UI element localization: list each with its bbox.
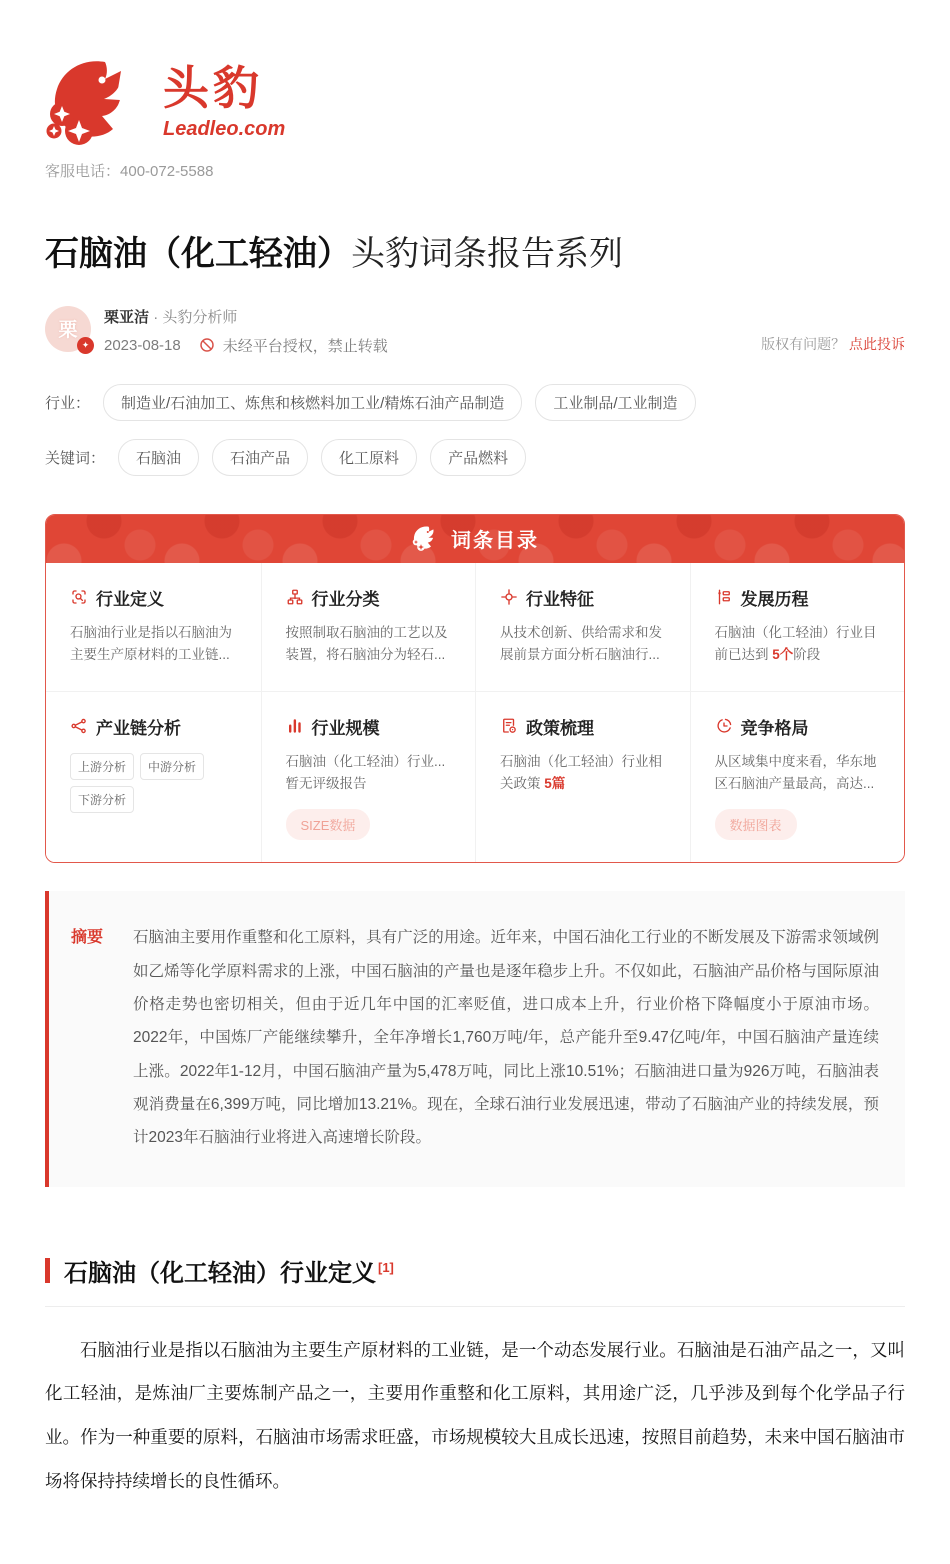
- avatar[interactable]: [45, 306, 91, 352]
- cell-desc: 从技术创新、供给需求和发展前景方面分析石脑油行...: [500, 624, 662, 663]
- abstract-text: 石脑油主要用作重整和化工原料，具有广泛的用途。近年来，中国石油化工行业的不断发展及下游需求领域例如乙烯等化学原料需求的上涨，中国石脑油的产量也是逐年稳步上升。不仅如此，石脑油产品价格与国际原油价格走势也密切相关，但由于近几年中国的汇率贬值，进口成本上升，行业价格下降幅度小于原油市场。2022年，中国炼厂产能继续攀升，全年净增长1,760万吨/年，总产能升至9.47亿吨/年，中国石脑油产量连续上涨。2022年1-12月，中国石脑油产量为5,478万吨，同比上涨10.51%；石脑油进口量为926万吨，石脑油表观消费量在6,399万吨，同比增加13.21%。现在，全球石油行业发展迅速，带动了石脑油产业的持续发展，预计2023年石脑油行业将进入高速增长阶段。: [133, 929, 879, 1147]
- author-separator: ·: [153, 308, 159, 326]
- avatar-char: 栗: [58, 320, 78, 341]
- cell-desc: [500, 751, 672, 797]
- keyword-tag[interactable]: 化工原料: [321, 439, 417, 476]
- section-marker-bar: [45, 1258, 50, 1283]
- service-phone-number: 400-072-5588: [120, 163, 214, 180]
- directory-card: [45, 514, 905, 864]
- size-data-badge[interactable]: SIZE数据: [286, 809, 371, 840]
- directory-cell-industry-definition[interactable]: [46, 563, 261, 691]
- chain-tag-downstream[interactable]: 下游分析: [70, 786, 134, 813]
- leadleo-leopard-white-icon: [411, 525, 441, 552]
- author-name[interactable]: 栗亚洁: [104, 308, 150, 326]
- brand-domain: Leadleo.com: [163, 117, 286, 140]
- classification-hierarchy-icon: [286, 588, 304, 606]
- cell-title: 行业特征: [526, 589, 594, 609]
- abstract-block: [45, 891, 905, 1186]
- cell-desc-line: 暂无评级报告: [285, 776, 367, 792]
- analyst-badge-icon: ✦: [77, 337, 94, 354]
- directory-cell-policy-review[interactable]: [475, 691, 690, 863]
- page-title-series: 头豹词条报告系列: [351, 235, 623, 273]
- brand-name: 头豹: [163, 62, 263, 115]
- definition-search-icon: [70, 588, 88, 606]
- cell-highlight: 5个: [772, 647, 794, 663]
- industry-row: [45, 384, 905, 421]
- section-title: [64, 1253, 394, 1288]
- chain-share-icon: [70, 717, 88, 735]
- features-target-icon: [500, 588, 518, 606]
- keyword-row: [45, 439, 905, 476]
- industry-tag[interactable]: 制造业/石油加工、炼焦和核燃料加工业/精炼石油产品制造: [103, 384, 522, 421]
- cell-desc: 按照制取石脑油的工艺以及装置，将石脑油分为轻石...: [285, 624, 448, 663]
- license-note: 未经平台授权，禁止转载: [222, 337, 388, 355]
- directory-header: [46, 515, 904, 563]
- cell-desc: [286, 751, 458, 797]
- directory-cell-industry-classification[interactable]: [261, 563, 476, 691]
- page-title-main: 石脑油（化工轻油）: [45, 235, 351, 273]
- abstract-label: 摘要: [71, 929, 104, 947]
- keyword-tag[interactable]: 石脑油: [118, 439, 199, 476]
- directory-cell-industry-scale[interactable]: [261, 691, 476, 863]
- definition-paragraph: 石脑油行业是指以石脑油为主要生产原材料的工业链，是一个动态发展行业。石脑油是石油产品之一，又叫化工轻油，是炼油厂主要炼制产品之一，主要用作重整和化工原料，其用途广泛，几乎涉及到每个化学品子行业。作为一种重要的原料，石脑油市场需求旺盛，市场规模较大且成长迅速，按照目前趋势，未来中国石脑油市场将保持持续增长的良性循环。: [45, 1339, 905, 1491]
- keyword-tag[interactable]: 石油产品: [212, 439, 308, 476]
- keyword-tag[interactable]: 产品燃料: [430, 439, 526, 476]
- section-heading: [45, 1253, 905, 1288]
- brand-header[interactable]: [45, 58, 905, 146]
- cell-title: 政策梳理: [526, 718, 594, 738]
- directory-cell-development-history[interactable]: [690, 563, 905, 691]
- cell-title: 行业定义: [96, 589, 164, 609]
- directory-cell-industry-chain[interactable]: [46, 691, 261, 863]
- copyright-question: 版权有问题？: [761, 335, 846, 352]
- cell-desc-text: 石脑油（化工轻油）行业目前已达到: [714, 624, 877, 663]
- data-chart-badge[interactable]: 数据图表: [715, 809, 797, 840]
- publish-date: 2023-08-18: [104, 336, 181, 354]
- bar-chart-icon: [286, 717, 304, 735]
- directory-cell-competitive-landscape[interactable]: [690, 691, 905, 863]
- cell-desc: 石脑油行业是指以石脑油为主要生产原材料的工业链...: [70, 624, 232, 663]
- industry-tag[interactable]: 工业制品/工业制造: [535, 384, 695, 421]
- section-divider: [45, 1306, 905, 1307]
- cell-highlight: 5篇: [544, 776, 566, 792]
- cell-title: 发展历程: [740, 589, 809, 609]
- section-title-text: 石脑油（化工轻油）行业定义: [64, 1259, 376, 1287]
- author-row: [45, 306, 905, 356]
- no-reprint-ban-icon: [199, 337, 215, 353]
- author-role: 头豹分析师: [162, 308, 238, 326]
- pie-chart-icon: [715, 717, 733, 735]
- policy-document-icon: [500, 717, 518, 735]
- timeline-icon: [715, 588, 733, 606]
- complaint-link[interactable]: 点此投诉: [849, 335, 905, 352]
- page-title: [45, 233, 905, 276]
- directory-cell-industry-features[interactable]: [475, 563, 690, 691]
- cell-title: 行业分类: [311, 589, 380, 609]
- directory-title: 词条目录: [451, 530, 539, 552]
- cell-desc-text: 阶段: [793, 647, 821, 663]
- chain-tag-upstream[interactable]: 上游分析: [70, 753, 134, 780]
- cell-title: 行业规模: [311, 718, 380, 738]
- leadleo-leopard-logo-icon: [45, 58, 147, 146]
- directory-grid: [46, 563, 904, 863]
- chain-tag-midstream[interactable]: 中游分析: [140, 753, 204, 780]
- industry-label: 行业：: [45, 394, 91, 412]
- cell-title: 产业链分析: [96, 718, 181, 738]
- cell-desc-text: 石脑油（化工轻油）行业相关政策: [500, 753, 662, 792]
- cell-desc: 从区域集中度来看，华东地区石脑油产量最高，高达...: [714, 753, 877, 792]
- keyword-label: 关键词：: [45, 449, 106, 467]
- cell-desc-line: 石脑油（化工轻油）行业...: [285, 753, 446, 769]
- cell-desc: [715, 622, 887, 668]
- service-phone-row: [45, 160, 905, 181]
- citation-ref[interactable]: [1]: [378, 1259, 394, 1275]
- service-phone-label: 客服电话：: [45, 163, 121, 180]
- cell-title: 竞争格局: [740, 718, 809, 738]
